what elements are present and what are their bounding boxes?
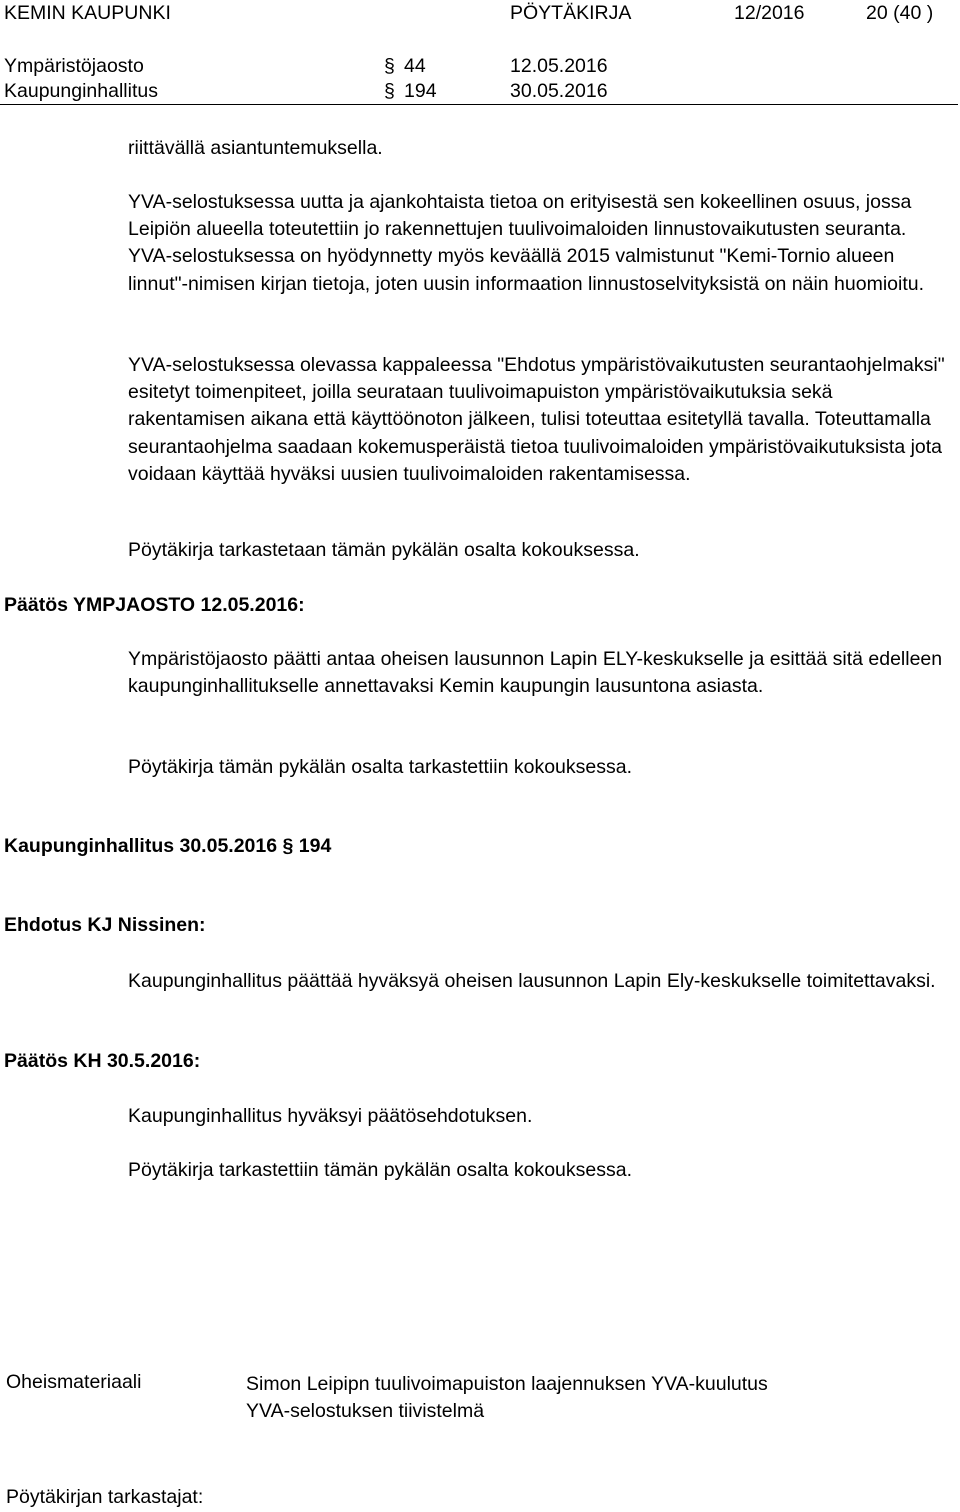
paragraph-minutes-check-1: Pöytäkirja tarkastetaan tämän pykälän osalta kokouksessa. — [128, 539, 640, 561]
paragraph-decision-board: Kaupunginhallitus hyväksyi päätösehdotuksen. — [128, 1105, 533, 1127]
section-number-environment: 44 — [404, 55, 426, 77]
document-type: PÖYTÄKIRJA — [510, 2, 632, 24]
paragraph-minutes-check-2: Pöytäkirja tämän pykälän osalta tarkastettiin kokouksessa. — [128, 756, 633, 778]
attachments-label: Oheismateriaali — [6, 1371, 142, 1393]
paragraph-continued: riittävällä asiantuntemuksella. — [128, 137, 383, 159]
paragraph-yva-monitoring: YVA-selostuksessa olevassa kappaleessa "Ehdotus ympäristövaikutusten seurantaohjelmaksi" esitetyt toimenpiteet, joilla seurataan tuulivoimapuiston ympäristövaikutuksia sekä rakentamisen aikana että käyttöönoton jälkeen, tulisi toteuttaa esitetyllä tavalla. Toteuttamalla seurantaohjelma saadaan kokemusperäistä tietoa tuulivoimaloiden ympäristövaikutuksista jota voidaan käyttää hyväksi uusien tuulivoimaloiden rakentamisessa. — [128, 354, 945, 485]
paragraph-yva-new-info: YVA-selostuksessa uutta ja ajankohtaista tietoa on erityisestä sen kokeellinen osuus, jossa Leipiön alueella toteutettiin jo rakennettujen tuulivoimaloiden linnustovaikutusten seuranta. YVA-selostuksessa on hyödynnetty myös keväällä 2015 valmistunut "Kemi-Tornio alueen linnut"-nimisen kirjan tietoja, joten uusin informaation linnustoselvityksistä on näin huomioitu. — [128, 191, 925, 295]
decision-heading-board: Päätös KH 30.5.2016: — [4, 1050, 201, 1072]
attachment-item: Simon Leipipn tuulivoimapuiston laajennuksen YVA-kuulutus — [246, 1373, 768, 1395]
inspectors-label: Pöytäkirjan tarkastajat: — [6, 1486, 204, 1508]
section-sign: § — [282, 835, 294, 857]
meeting-body-environment: Ympäristöjaosto — [4, 55, 144, 77]
attachments-list — [246, 1371, 768, 1425]
document-number: 12/2016 — [734, 2, 805, 24]
paragraph-proposal: Kaupunginhallitus päättää hyväksyä oheisen lausunnon Lapin Ely-keskukselle toimitettavaksi. — [128, 970, 936, 992]
board-section-number: 194 — [298, 835, 332, 857]
section-number-board: 194 — [404, 80, 437, 102]
page-number: 20 (40 ) — [866, 2, 934, 24]
board-heading — [4, 835, 331, 858]
meeting-date-environment: 12.05.2016 — [510, 55, 608, 77]
section-sign: § — [384, 55, 395, 77]
section-sign: § — [384, 80, 395, 102]
proposal-heading: Ehdotus KJ Nissinen: — [4, 914, 206, 936]
city-name: KEMIN KAUPUNKI — [4, 2, 171, 24]
header-divider — [0, 104, 958, 105]
meeting-body-board: Kaupunginhallitus — [4, 80, 158, 102]
attachment-item: YVA-selostuksen tiivistelmä — [246, 1400, 485, 1423]
paragraph-minutes-check-3: Pöytäkirja tarkastettiin tämän pykälän osalta kokouksessa. — [128, 1159, 633, 1181]
decision-heading-environment: Päätös YMPJAOSTO 12.05.2016: — [4, 594, 305, 616]
meeting-date-board: 30.05.2016 — [510, 80, 608, 102]
paragraph-decision-environment: Ympäristöjaosto päätti antaa oheisen lausunnon Lapin ELY-keskukselle ja esittää sitä edelleen kaupunginhallitukselle annettavaksi Kemin kaupungin lausuntona asiasta. — [128, 648, 943, 698]
board-heading-text: Kaupunginhallitus 30.05.2016 — [4, 835, 278, 857]
